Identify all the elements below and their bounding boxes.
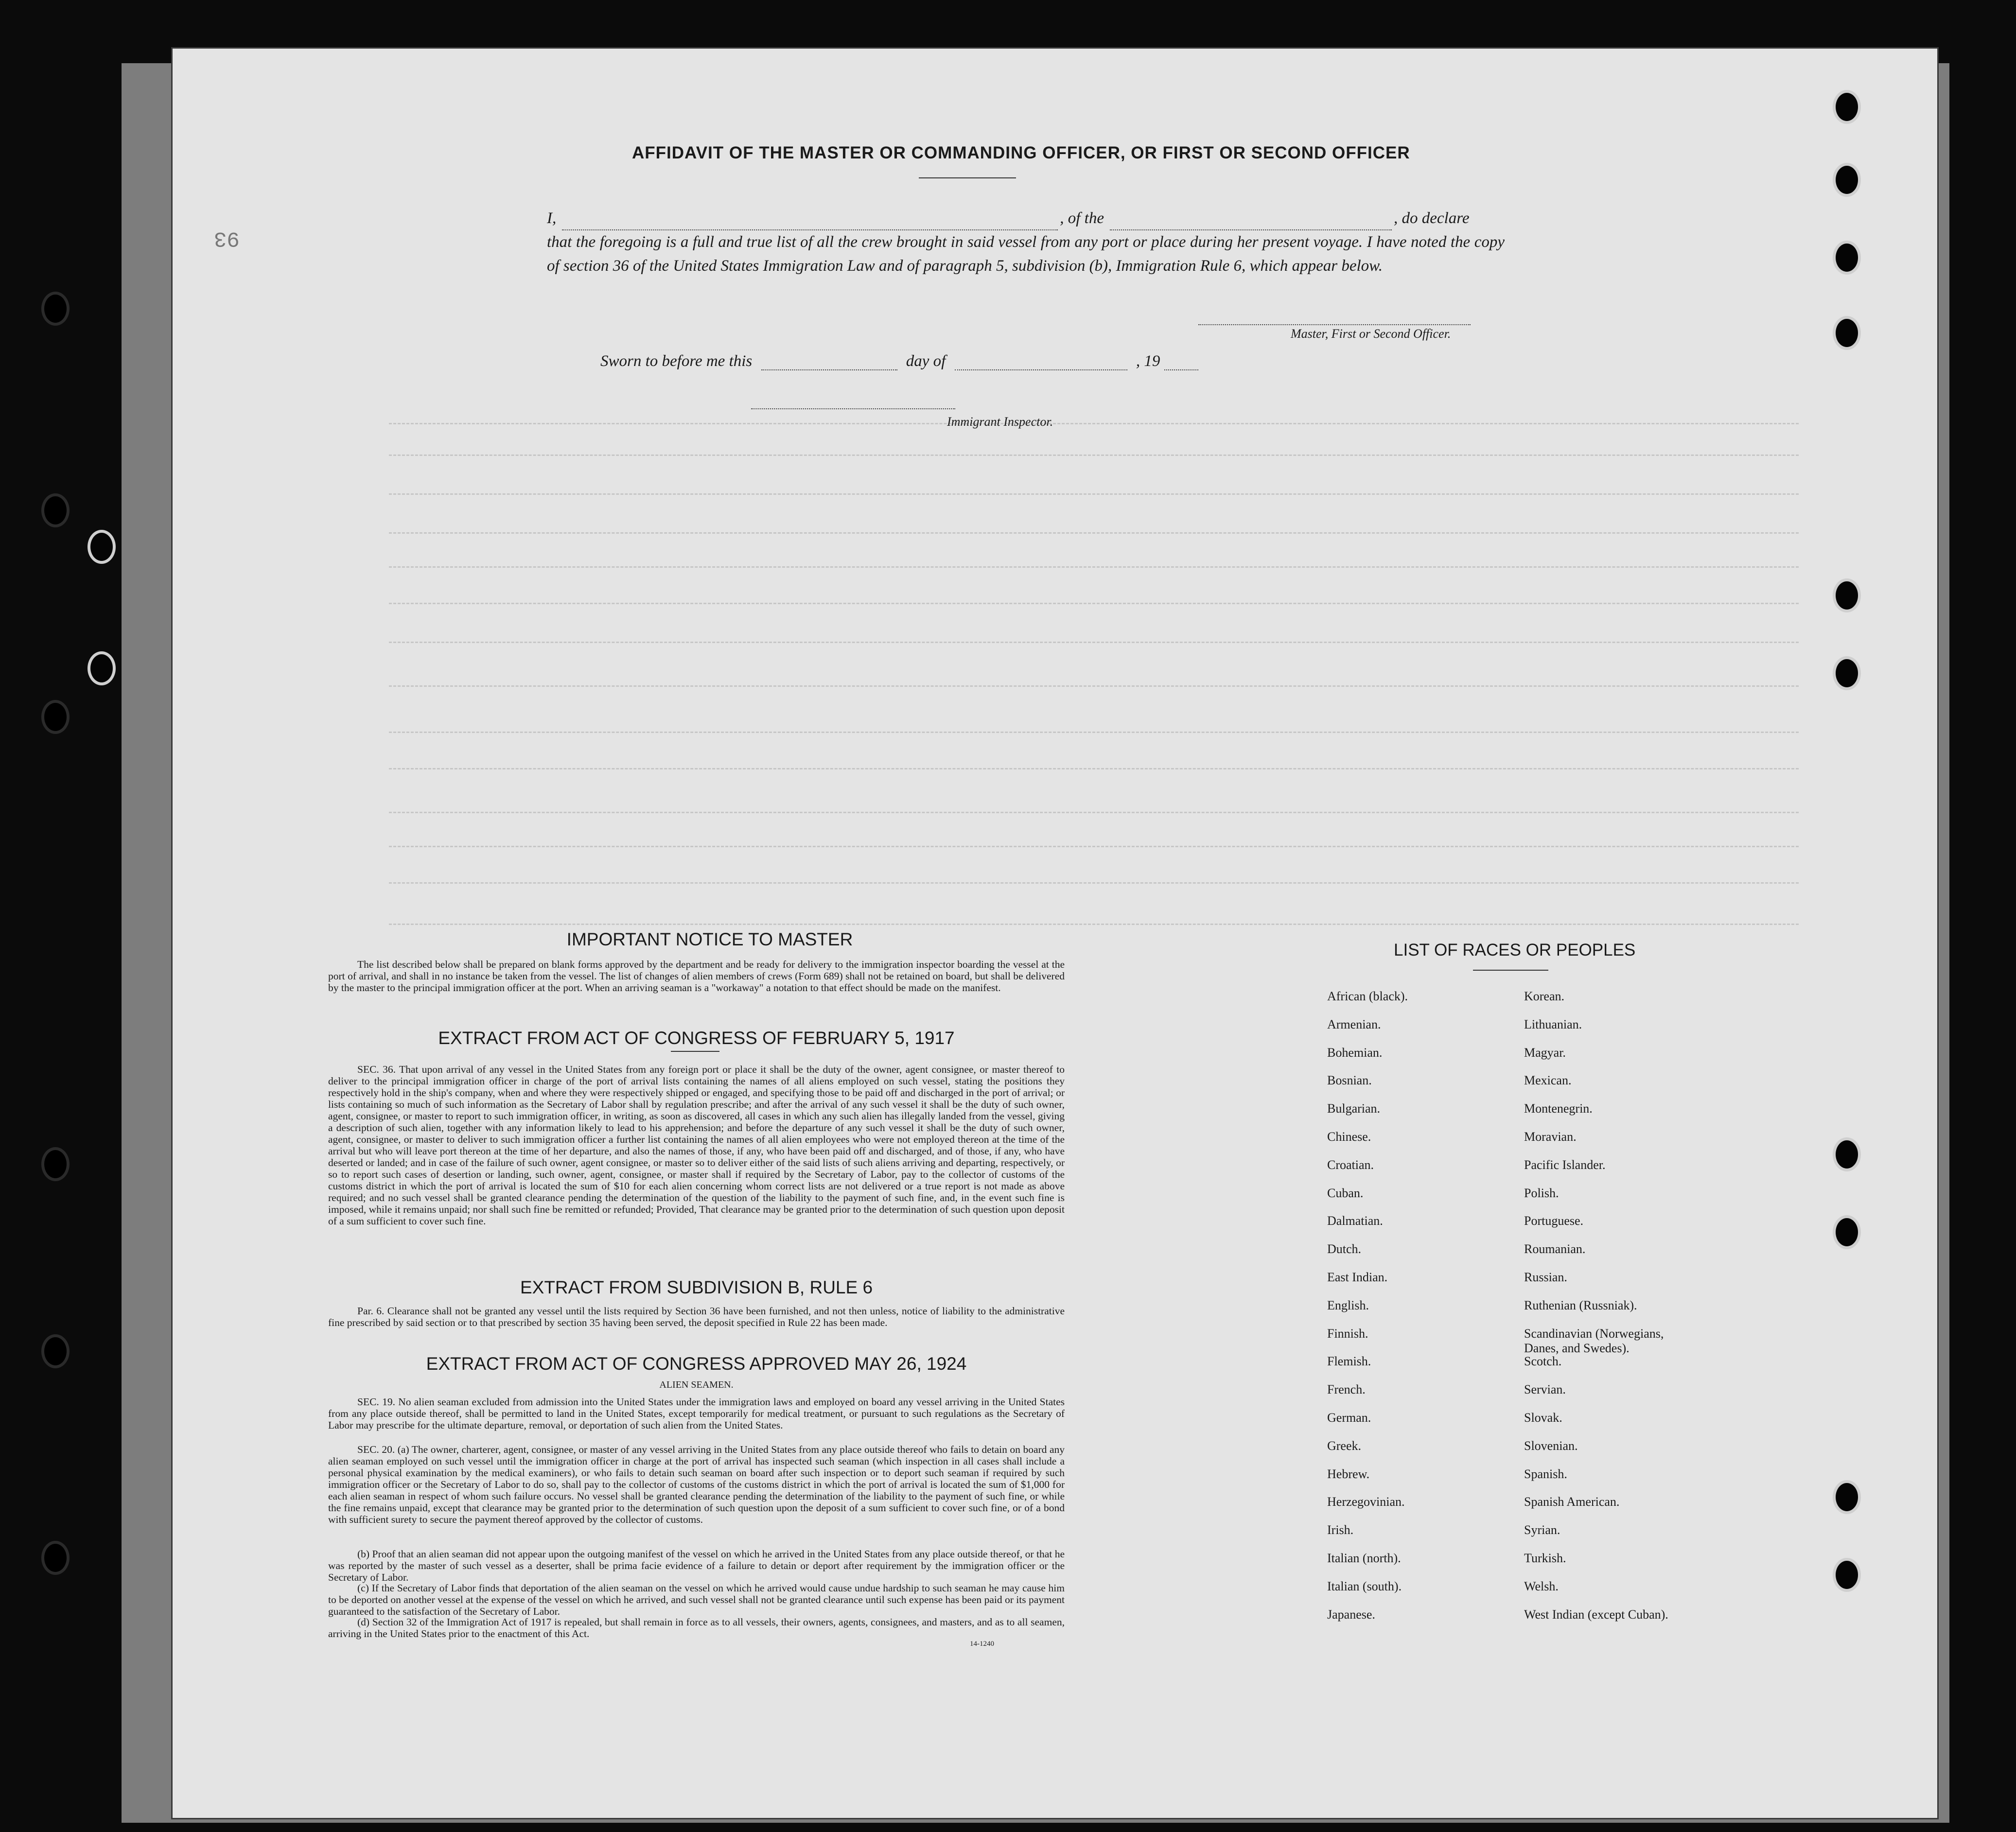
binder-hole	[1833, 1480, 1861, 1514]
affidavit-text	[547, 207, 1505, 278]
bleed-through-row	[389, 924, 1799, 927]
binder-hole	[1833, 1215, 1861, 1249]
race-item: Cuban.	[1327, 1186, 1364, 1200]
race-item: Welsh.	[1524, 1579, 1559, 1593]
bleed-through-row	[389, 685, 1799, 689]
race-item: Armenian.	[1327, 1017, 1381, 1031]
race-item: Slovenian.	[1524, 1438, 1578, 1453]
race-item: Scandinavian (Norwegians, Danes, and Swedes).	[1524, 1326, 1664, 1355]
page-number: 93	[214, 226, 240, 250]
sec-19-text: SEC. 19. No alien seaman excluded from admission into the United States under the immigration laws and employed on board any vessel arriving in the United States from any place outside thereof, shall be permitted to land in the United States, except temporarily for medical treatment, or pursuant to such regulations as the Secretary of Labor may prescribe for the ultimate departure, removal, or deportation of such alien from the United States.	[328, 1396, 1065, 1431]
race-item: Korean.	[1524, 989, 1565, 1003]
race-item: Turkish.	[1524, 1551, 1566, 1565]
bleed-through-row	[389, 732, 1799, 735]
binder-hole	[88, 530, 116, 564]
race-item: Hebrew.	[1327, 1466, 1370, 1481]
affidavit-declare-line	[547, 207, 1505, 230]
extract-1917-text: SEC. 36. That upon arrival of any vessel in the United States from any foreign port or place it shall be the duty of the owner, agent consignee, or master thereof to deliver to the principal immigration officer in charge of the port of arrival lists containing the names of all aliens employed on such vessel, stating the positions they respectively hold in the ship's company, when and where they were respectively shipped or engaged, and specifying those to be paid off and discharged in the port of arrival; or lists containing so much of such information as the Secretary of Labor shall by regulation prescribe; and after the arrival of any such vessel it shall be the duty of such owner, agent, consignee, or master to report to such immigration officer, in writing, as soon as discovered, all cases in which any such alien has illegally landed from the vessel, giving a description of such alien, together with any information likely to lead to his apprehension; and before the departure of any such vessel it shall be the duty of such owner, agent, consignee, or master to deliver to such immigration officer a further list containing the names of all alien employees who were not employed thereon at the time of the arrival but who will leave port thereon at the time of her departure, and also the names of those, if any, who have been paid off and discharged, and of those, if any, who have deserted or landed; and in case of the failure of such owner, agent consignee, or master so to deliver either of the said lists of such aliens arriving and departing, respectively, or so to report such cases of desertion or landing, such owner, agent, consignee, or master shall if required by the Secretary of Labor, pay to the collector of customs of the customs district in which the port of arrival is located the sum of $10 for each alien concerning whom correct lists are not delivered or a true report is not made as above required; and no such vessel shall be granted clearance pending the determination of the question of the liability to the payment of such fine, and, in the event such fine is imposed, while it remains unpaid; nor shall such fine be remitted or refunded; Provided, That clearance may be granted prior to the determination of such question upon deposit of a sum sufficient to cover such fine.	[328, 1064, 1065, 1227]
race-item: Pacific Islander.	[1524, 1157, 1606, 1172]
race-item: West Indian (except Cuban).	[1524, 1607, 1668, 1622]
race-item: Flemish.	[1327, 1354, 1371, 1369]
binder-hole	[1833, 90, 1861, 124]
race-item: Dalmatian.	[1327, 1214, 1383, 1228]
name-field[interactable]	[562, 215, 1058, 230]
binder-hole	[88, 651, 116, 685]
title-rule	[919, 177, 1016, 178]
extract-rule6-title: EXTRACT FROM SUBDIVISION B, RULE 6	[520, 1277, 873, 1297]
sworn-prefix: Sworn to before me this	[600, 352, 753, 370]
binder-hole	[41, 1334, 70, 1368]
binder-hole	[1833, 316, 1861, 350]
race-item: Mexican.	[1524, 1073, 1572, 1088]
sec-20d-text: (d) Section 32 of the Immigration Act of 1917 is repealed, but shall remain in force as to all vessels, their owners, agents, consignees, and masters, and as to all seamen, arriving in the United States prior to the enactment of this Act.	[328, 1616, 1065, 1640]
race-item: Montenegrin.	[1524, 1101, 1593, 1116]
sworn-line	[600, 352, 1198, 370]
race-item: Slovak.	[1524, 1411, 1562, 1425]
race-item: African (black).	[1327, 989, 1408, 1003]
text-declare: , do declare	[1393, 209, 1470, 227]
sec-20b-text: (b) Proof that an alien seaman did not appear upon the outgoing manifest of the vessel on which he arrived in the United States from any place outside thereof, or that he was reported by the master of such vessel as a deserter, shall be prima facie evidence of a failure to detain or deport after requirement by the immigration officer or the Secretary of Labor.	[328, 1548, 1065, 1583]
alien-seamen-subtitle: ALIEN SEAMEN.	[659, 1379, 734, 1390]
notice-title: IMPORTANT NOTICE TO MASTER	[566, 929, 853, 949]
races-title: LIST OF RACES OR PEOPLES	[1394, 941, 1636, 960]
extract-rule6-text: Par. 6. Clearance shall not be granted any vessel until the lists required by Section 36 have been furnished, and not then unless, notice of liability to the administrative fine prescribed by said section or to that prescribed by section 35 having been served, the deposit specified in Rule 22 has been made.	[328, 1305, 1065, 1328]
binder-hole	[1833, 163, 1861, 197]
race-item: English.	[1327, 1298, 1369, 1312]
title-rule	[1473, 970, 1548, 971]
race-item: Herzegovinian.	[1327, 1495, 1405, 1509]
form-number: 14-1240	[970, 1640, 994, 1648]
sworn-month-field[interactable]	[955, 357, 1127, 370]
race-item: Bulgarian.	[1327, 1101, 1381, 1116]
race-item: Spanish.	[1524, 1466, 1567, 1481]
binder-hole	[1833, 241, 1861, 275]
race-item: Syrian.	[1524, 1523, 1560, 1537]
race-item: German.	[1327, 1411, 1371, 1425]
race-item: Bosnian.	[1327, 1073, 1372, 1088]
bleed-through-row	[389, 454, 1799, 458]
sworn-day: day of	[906, 352, 946, 370]
bleed-through-row	[389, 603, 1799, 606]
race-item: Italian (north).	[1327, 1551, 1401, 1565]
binder-hole	[41, 493, 70, 527]
bleed-through-row	[389, 882, 1799, 886]
binder-hole	[1833, 1558, 1861, 1592]
sworn-year-field[interactable]	[1164, 357, 1198, 370]
binder-hole	[41, 292, 70, 326]
text-of-the: , of the	[1060, 209, 1104, 227]
race-item: Finnish.	[1327, 1326, 1368, 1341]
binder-hole	[41, 1147, 70, 1181]
bleed-through-row	[389, 768, 1799, 771]
race-item: French.	[1327, 1382, 1366, 1397]
race-item: East Indian.	[1327, 1270, 1388, 1284]
race-item: Scotch.	[1524, 1354, 1562, 1369]
affidavit-body: that the foregoing is a full and true list of all the crew brought in said vessel from any port or place during her present voyage. I have noted the copy of section 36 of the United States Immigration Law and of paragraph 5, subdivision (b), Immigration Rule 6, which appear below.	[547, 233, 1505, 275]
race-item: Servian.	[1524, 1382, 1566, 1397]
race-item: Italian (south).	[1327, 1579, 1402, 1593]
binder-hole	[1833, 656, 1861, 690]
binder-hole	[41, 1541, 70, 1575]
sworn-year: , 19	[1136, 352, 1160, 370]
bleed-through-row	[389, 566, 1799, 570]
race-item: Portuguese.	[1524, 1214, 1584, 1228]
vessel-field[interactable]	[1110, 215, 1392, 230]
extract-1924-title: EXTRACT FROM ACT OF CONGRESS APPROVED MAY 26, 1924	[426, 1354, 967, 1374]
binder-hole	[1833, 578, 1861, 612]
text-i: I,	[547, 209, 557, 227]
race-item: Ruthenian (Russniak).	[1524, 1298, 1637, 1312]
inspector-label: Immigrant Inspector.	[947, 415, 1053, 429]
race-item: Moravian.	[1524, 1130, 1577, 1144]
bleed-through-row	[389, 423, 1799, 426]
binder-hole	[41, 700, 70, 734]
race-item: Lithuanian.	[1524, 1017, 1582, 1031]
bleed-through-row	[389, 493, 1799, 497]
affidavit-title: AFFIDAVIT OF THE MASTER OR COMMANDING OFFICER, OR FIRST OR SECOND OFFICER	[632, 143, 1410, 162]
race-item: Irish.	[1327, 1523, 1354, 1537]
title-rule	[671, 1051, 719, 1052]
race-item: Greek.	[1327, 1438, 1362, 1453]
master-signature-line[interactable]	[1198, 323, 1471, 325]
race-item: Japanese.	[1327, 1607, 1375, 1622]
sworn-date-field[interactable]	[761, 357, 897, 370]
extract-1917-title: EXTRACT FROM ACT OF CONGRESS OF FEBRUARY 5, 1917	[438, 1028, 955, 1048]
race-item: Russian.	[1524, 1270, 1567, 1284]
bleed-through-row	[389, 532, 1799, 536]
bleed-through-row	[389, 812, 1799, 815]
race-item: Spanish American.	[1524, 1495, 1620, 1509]
race-item: Croatian.	[1327, 1157, 1374, 1172]
sec-20a-text: SEC. 20. (a) The owner, charterer, agent, consignee, or master of any vessel arriving in the United States from any place outside thereof who fails to detain on board any alien seaman employed on such vessel until the immigration officer in charge at the port of arrival has inspected such seaman (which inspection in all cases shall include a personal physical examination by the medical examiners), or who fails to detain such seaman on board after such inspection or to deport such seaman if required by such immigration officer or the Secretary of Labor to do so, shall pay to the collector of customs of the customs district in which the port of arrival is located the sum of $1,000 for each alien seaman in respect of whom such failure occurs. No vessel shall be granted clearance pending the determination of the liability to the payment of such fine, or while the fine remains unpaid, except that clearance may be granted prior to the determination of such question upon the deposit of a sum sufficient to cover such fine, or of a bond with sufficient surety to secure the payment thereof approved by the collector of customs.	[328, 1444, 1065, 1525]
race-item: Roumanian.	[1524, 1242, 1586, 1256]
race-item: Dutch.	[1327, 1242, 1362, 1256]
bleed-through-row	[389, 642, 1799, 645]
sec-20c-text: (c) If the Secretary of Labor finds that deportation of the alien seaman on the vessel on which he arrived would cause undue hardship to such seaman he may cause him to be deported on another vessel at the expense of the vessel on which he arrived, and such vessel shall not be granted clearance until such expense has been paid or its payment guaranteed to the satisfaction of the Secretary of Labor.	[328, 1582, 1065, 1617]
inspector-signature-line[interactable]	[751, 407, 955, 409]
race-item: Chinese.	[1327, 1130, 1371, 1144]
race-item: Magyar.	[1524, 1045, 1566, 1060]
binder-hole	[1833, 1137, 1861, 1171]
bleed-through-row	[389, 846, 1799, 849]
notice-text: The list described below shall be prepared on blank forms approved by the department and be ready for delivery to the immigration inspector boarding the vessel at the port of arrival, and shall in no instance be taken from the vessel. The list of changes of alien members of crews (Form 689) shall not be retained on board, but shall be delivered by the master to the principal immigration officer at the port. When an arriving seaman is a "workaway" a notation to that effect should be made on the manifest.	[328, 959, 1065, 994]
race-item: Polish.	[1524, 1186, 1559, 1200]
race-item: Bohemian.	[1327, 1045, 1383, 1060]
master-label: Master, First or Second Officer.	[1291, 327, 1451, 341]
